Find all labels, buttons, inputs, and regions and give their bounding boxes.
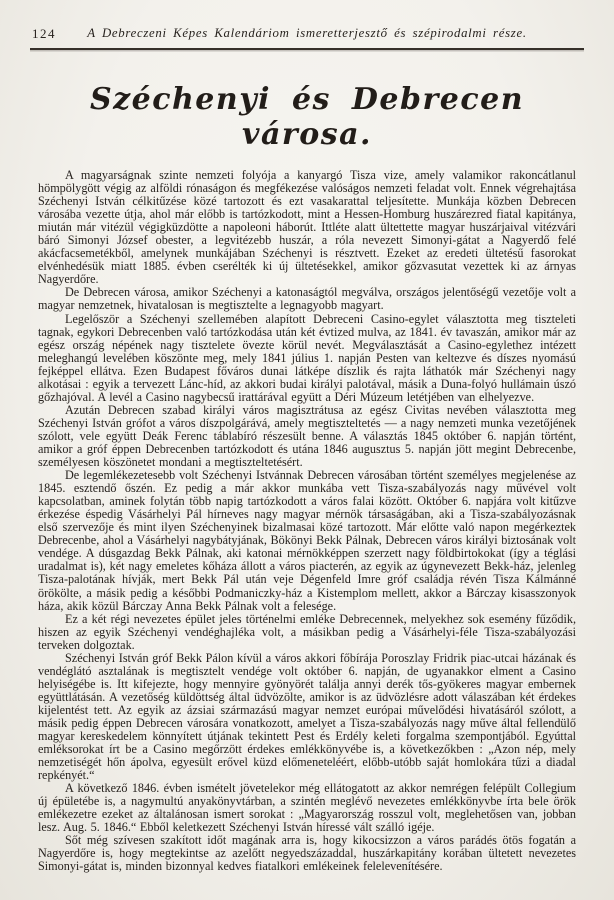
paragraph: A következő 1846. évben ismételt jövetelekor még ellátogatott az akkor nemrégen felépült Collegium új épületébe is, a nagymultú anyakönyvtárban, a szintén meglévő nevezetes emlékkönyvbe írta bele örök emlékezetre ezeket az általánosan ismert sorokat : „Magyarország rosszul volt, meglehetősen van, jobban lesz. Aug. 5. 1846.“ Ebből keletkezett Széchenyi István híressé vált szálló igéje. xyxy=(38,781,576,835)
running-title: A Debreczeni Képes Kalendáriom ismeretterjesztő és szépirodalmi része. xyxy=(87,26,527,40)
paragraph: Azután Debrecen szabad királyi város magisztrátusa az egész Civitas nevében választotta meg Széchenyi István grófot a város díszpolgárává, amely megtiszteltetés — a nagy nemzeti munka vezetőjének szólott, vele együtt Deák Ferenc táblabíró részesült benne. A választás 1845 október 6. napján történt, amikor a gróf éppen Debrecenben tartózkodott és utána 1846 augusztus 5. napján jött megint Debrecenbe, személyesen köszönetet mondani a megtiszteltetésért. xyxy=(38,402,576,470)
running-header xyxy=(32,26,576,46)
paragraph: Széchenyi István gróf Bekk Pálon kívül a város akkori főbírája Poroszlay Fridrik piac-utcai házának és vendéglátó asztalának is megtisztelt vendége volt október 6. napján, de ugyanakkor elment a Casino helyiségébe is. Itt kifejezte, hogy mennyire gyönyörét találja annyi derék tős-gyökeres magyar embernek együttlátásán. A vezetőség küldöttség által üdvözölte, amikor is az üdvözlésre adott válaszában két érdekes kijelentést tett. Az egyik az ázsiai származású magyar nemzet európai művelődési hivatásáról szólott, a másik pedig éppen Debrecen városára vonatkozott, amelyet a Tisza-szabályozás nagy műve által fellendülő magyar kereskedelem könnyített útjának tekintett Pest és Erdély keleti forgalma szempontjából. Egyúttal emléksorokat írt be a Casino megőrzött érdekes emlékkönyvébe is, a következőkben : „Azon nép, mely nemzetiségét hőn ápolva, egyesült erővel küzd előmeneteléért, előbb-utóbb saját homlokára tűzi a diadal repkényét.“ xyxy=(38,650,576,783)
paragraph: De Debrecen városa, amikor Széchenyi a katonaságtól megválva, országos jelentőségű vezetője volt a magyar nemzetnek, hivatalosan is megtisztelte a legnagyobb magyart. xyxy=(38,285,576,313)
paragraph: A magyarságnak szinte nemzeti folyója a kanyargó Tisza vize, amely valamikor rakoncátlanul hömpölygött végig az alföldi rónaságon és megfékezése valóságos nemzeti feladat volt. Ennek végrehajtása Széchenyi István célkitűzése közé tartozott és ezt vasakarattal teljesítette. Munkája közben Debrecen városába vezette útja, ahol már előbb is tartózkodott, mint a Hessen-Homburg huszárezred fiatal kapitánya, miután már vitézül végigküzdötte a napoleoni háborút. Ittléte alatt ültettette magyar huszárjaival vitézvári báró Simonyi József obester, a legvitézebb huszár, a róla nevezett Simonyi-gátat a Nagyerdő felé akácfacsemetékből, amelynek munkájában Széchenyi is résztvett. Ezeket az eredeti ültetésű fasorokat elvénhedésük miatt 1885. évben cserélték ki új ültetésekkel, amikor gőzvasutat vezettek ki az árnyas Nagyerdőre. xyxy=(38,168,576,287)
paragraph: Ez a két régi nevezetes épület jeles történelmi emléke Debrecennek, melyekhez sok esemény fűződik, hiszen az egyik Széchenyi vendéghajléka volt, a másikban pedig a Vásárhelyi-féle Tisza-szabályozási terveken dolgoztak. xyxy=(38,611,576,652)
paragraph: De legemlékezetesebb volt Széchenyi Istvánnak Debrecen városában történt személyes megjelenése az 1845. esztendő őszén. Ez pedig a már akkor munkába vett Tisza-szabályozás nagy művével volt kapcsolatban, aminek folytán több napig tartózkodott a város falai között. Október 6. napjára volt kitűzve érkezése éspedig Vásárhelyi Pál hírneves nagy magyar mérnök társaságában, aki a Tisza-szabályozásnak első szervezője és mint ilyen Széchenyinek bizalmasai közé tartozott. Már előtte való napon megérkeztek Debrecenbe, ahol a Vásárhelyi nagybátyjának, Bökönyi Bekk Pálnak, Debrecen város királyi biztosának volt vendége. A dúsgazdag Bekk Pálnak, aki katonai mérnökképpen szerzett nagy földbirtokokat (így a téglási uradalmat is), két nagy emeletes kőháza állott a város piacterén, az egyik az úgynevezett Bekk-ház, jelenleg Tisza-palotának hívják, mert Bekk Pál után veje Dégenfeld Imre gróf családja révén Tisza Kálmánné örökölte, a másik pedig a későbbi Podmaniczky-ház a Kistemplom mellett, akkor a Bárczay kisasszonyok háza, akik közül Bárczay Anna Bekk Pálnak volt a felesége. xyxy=(38,468,576,613)
paragraph: Sőt még szívesen szakított időt magának arra is, hogy kikocsizzon a város parádés ötös fogatán a Nagyerdőre is, hogy megtekintse az azelőtt negyedszázaddal, huszárkapitány korában ültetett nevezetes Simonyi-gátat is, minden bizonnyal kedves fiatalkori emlékeinek felelevenítésére. xyxy=(38,833,576,874)
page-number: 124 xyxy=(32,26,56,41)
paragraph: Legelőször a Széchenyi szellemében alapított Debreceni Casino-egylet választotta meg tiszteleti tagnak, egykori Debrecenben való tartózkodása után két évtized mulva, az 1841. év tavaszán, amikor már az egész ország népének nagy tisztelete övezte körül nevét. Megválasztását a Casino-egylethez intézett meleghangú levelében köszönte meg, mely 1841 július 1. napján Pesten van keltezve és díszes nyomású fejképpel ellátva. Ezen Budapest főváros dunai látképe díszlik és rajta láthatók már Széchenyi nagy alkotásai : egyik a tervezett Lánc-híd, az akkori budai királyi palotával, másik a Duna-folyó hullámain úszó gőzhajóval. A levél a Casino nagybecsű irattárával együtt a Déri Múzeum letétjében van elhelyezve. xyxy=(38,311,576,404)
article-body xyxy=(38,169,576,874)
header-rule xyxy=(30,48,584,50)
article-title: Széchenyi és Debrecen városa. xyxy=(89,82,525,152)
